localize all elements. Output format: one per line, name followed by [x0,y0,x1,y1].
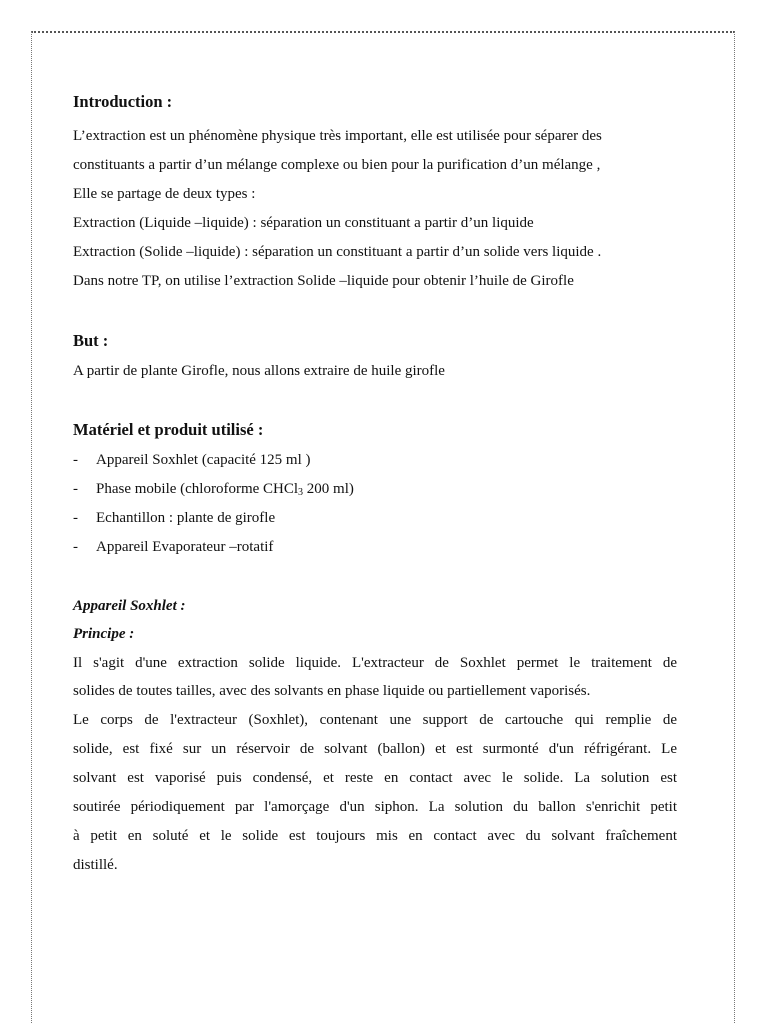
principe-line-3: Le corps de l'extracteur (Soxhlet), contenant une support de cartouche qui remplie de [73,712,677,728]
principe-line-8: distillé. [73,857,118,873]
bullet-dash: - [73,510,78,526]
principe-line-7: à petit en soluté et le solide est toujours mis en contact avec du solvant fraîchement [73,828,677,844]
principe-line-5: solvant est vaporisé puis condensé, et reste en contact avec le solide. La solution est [73,770,677,786]
introduction-line-4: Extraction (Liquide –liquide) : séparation un constituant a partir d’un liquide [73,215,534,231]
chemical-subscript: 3 [298,487,304,498]
materiel-heading: Matériel et produit utilisé : [73,420,264,439]
bullet-dash: - [73,539,78,555]
materiel-item-text: Appareil Soxhlet (capacité 125 ml ) [96,452,311,468]
principe-line-4: solide, est fixé sur un réservoir de solvant (ballon) et est surmonté d'un réfrigérant. Le [73,741,677,757]
principe-line-2: solides de toutes tailles, avec des solvants en phase liquide ou partiellement vaporisés. [73,683,591,699]
materiel-item-text [96,479,354,499]
bullet-dash: - [73,452,78,468]
but-heading: But : [73,331,109,350]
principe-line-6: soutirée périodiquement par l'amorçage d'un siphon. La solution du ballon s'enrichit petit [73,799,677,815]
but-text: A partir de plante Girofle, nous allons extraire de huile girofle [73,363,445,379]
introduction-line-1: L’extraction est un phénomène physique très important, elle est utilisée pour séparer des [73,128,602,144]
materiel-item-text: Appareil Evaporateur –rotatif [96,539,274,555]
introduction-heading: Introduction : [73,92,173,111]
principe-heading: Principe : [73,626,135,642]
bullet-dash: - [73,481,78,497]
principe-line-1: Il s'agit d'une extraction solide liquide. L'extracteur de Soxhlet permet le traitement de [73,655,677,671]
materiel-item-text-main: Phase mobile (chloroforme CHCl [96,481,299,497]
materiel-item-text-suffix: 200 ml) [303,481,354,497]
introduction-line-5: Extraction (Solide –liquide) : séparation un constituant a partir d’un solide vers liquide . [73,244,602,260]
soxhlet-heading: Appareil Soxhlet : [73,598,186,614]
introduction-line-3: Elle se partage de deux types : [73,186,256,202]
introduction-line-6: Dans notre TP, on utilise l’extraction Solide –liquide pour obtenir l’huile de Girofle [73,273,574,289]
materiel-item-text: Echantillon : plante de girofle [96,510,276,526]
introduction-line-2: constituants a partir d’un mélange complexe ou bien pour la purification d’un mélange , [73,157,601,173]
